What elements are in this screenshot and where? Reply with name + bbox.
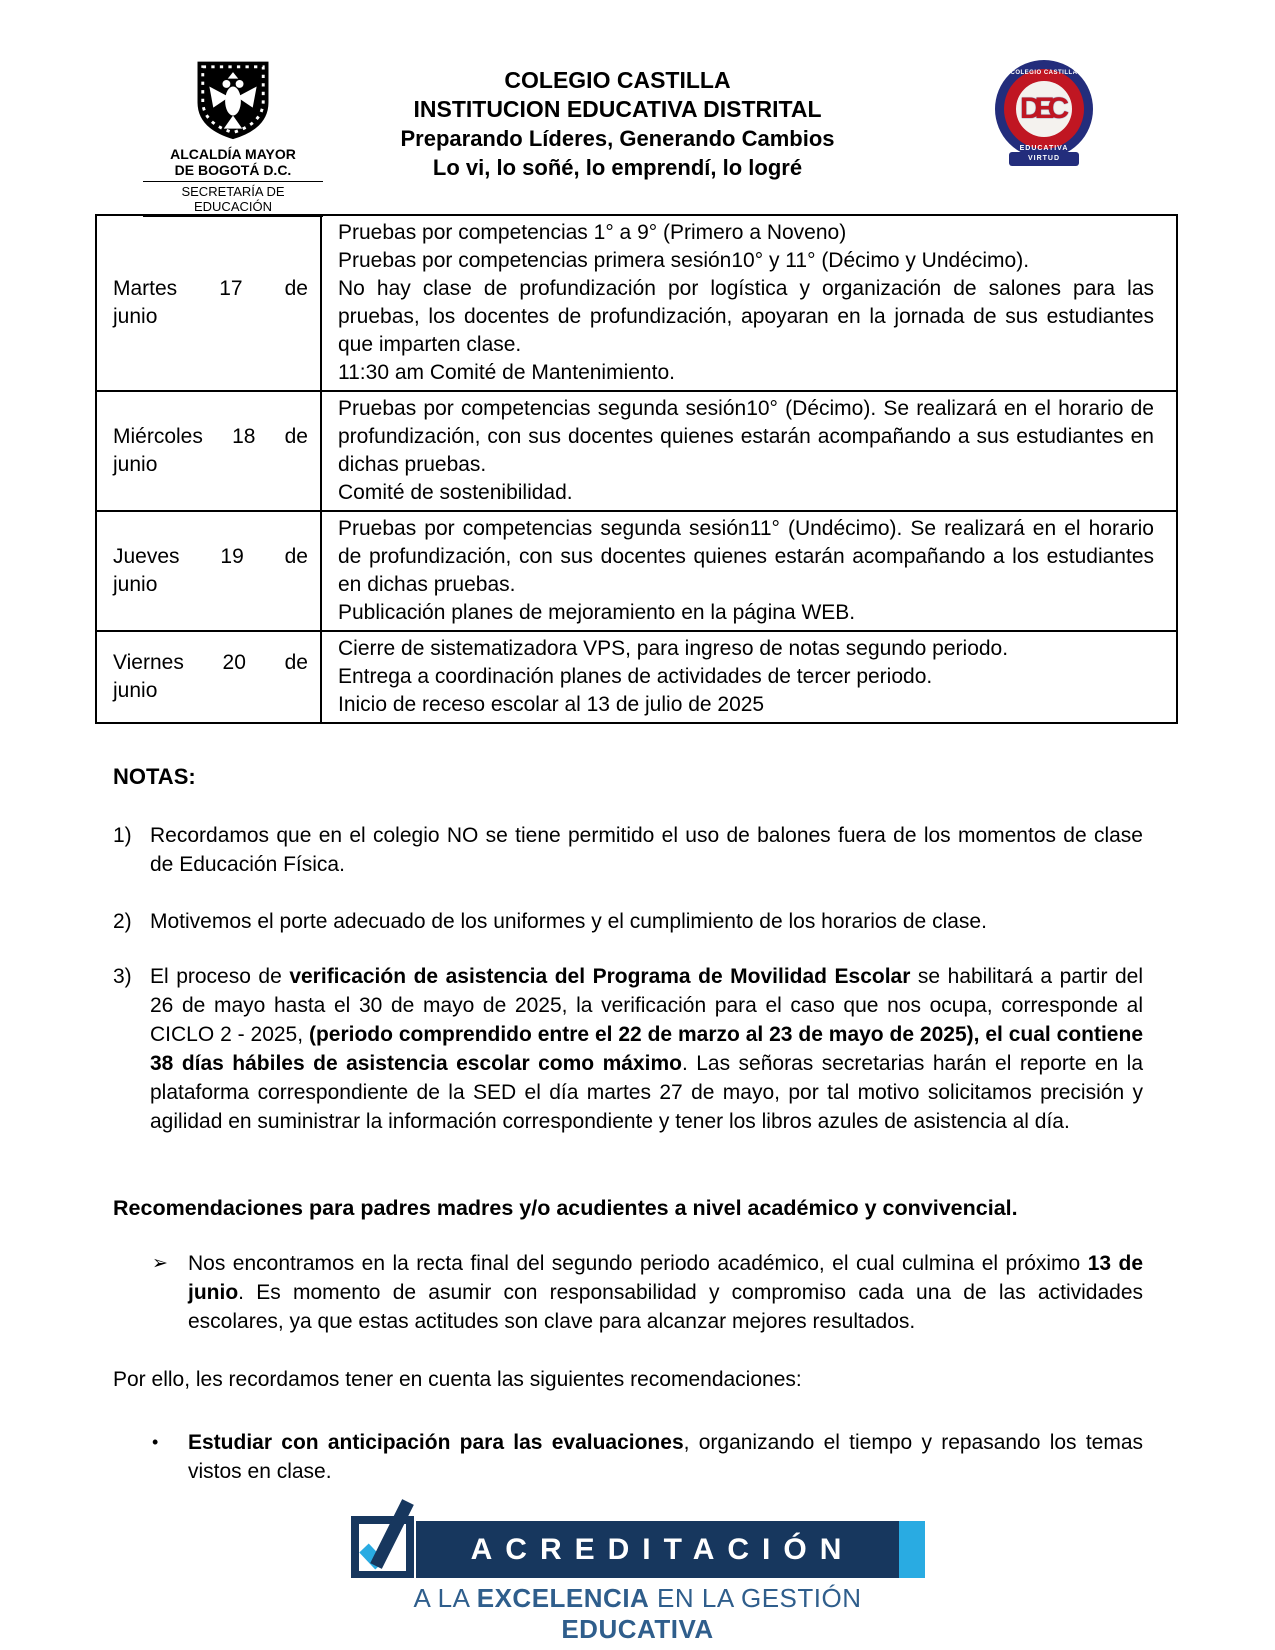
crest-ring-text: COLEGIO CASTILLA <box>1010 70 1078 76</box>
note-segment-bold: (periodo comprendido entre el 22 de marzo al 23 de mayo de 2025), el cual contiene 38 días hábiles de asistencia escolar como máximo <box>150 1023 1143 1075</box>
crest-band-text: EDUCATIVA <box>1019 145 1069 152</box>
date-cell <box>96 215 321 391</box>
accreditation-end-block <box>899 1521 925 1578</box>
note-item-3 <box>113 962 1143 1136</box>
activities-cell <box>321 215 1177 391</box>
note-text: Recordamos que en el colegio NO se tiene permitido el uso de balones fuera de los momentos de clase de Educación Física. <box>150 824 1143 876</box>
table-row <box>96 631 1177 723</box>
activity-text: No hay clase de profundización por logística y organización de salones para las pruebas, los docentes de profundización, apoyaran en la jornada de sus estudiantes que imparten clase. <box>338 277 1154 356</box>
date-text: junio <box>113 305 158 328</box>
accreditation-word: ACREDITACIÓN <box>416 1521 899 1578</box>
rec-segment-bold: Estudiar con anticipación para las evaluaciones <box>188 1431 684 1454</box>
bogota-mayoralty-logo <box>143 60 323 217</box>
disc-bullet-icon: • <box>152 1432 159 1452</box>
recommendations-heading: Recomendaciones para padres madres y/o acudientes a nivel académico y convivencial. <box>113 1196 1018 1220</box>
school-motto-1: Preparando Líderes, Generando Cambios <box>400 126 835 151</box>
schedule-table <box>95 214 1178 724</box>
note-number: 1) <box>113 824 132 847</box>
table-row <box>96 391 1177 511</box>
school-name: COLEGIO CASTILLA <box>504 67 731 93</box>
recommendation-arrow-item <box>113 1249 1143 1336</box>
date-text: Martes 17 de <box>113 277 308 300</box>
crest-monogram: DEC <box>1019 92 1063 125</box>
activity-text: Pruebas por competencias segunda sesión11° (Undécimo). Se realizará en el horario de profundización, con sus docentes quienes estarán acompañando a los estudiantes en dichas pruebas. <box>338 517 1154 596</box>
date-text: junio <box>113 679 158 702</box>
gov-name-line1: ALCALDÍA MAYOR <box>170 146 296 162</box>
gov-logo-block <box>95 60 330 214</box>
tagline-segment-bold: EXCELENCIA <box>476 1583 650 1613</box>
school-titles <box>330 60 905 208</box>
note-segment: El proceso de <box>150 965 290 988</box>
rec-segment-bold: 13 de junio <box>188 1252 1144 1304</box>
recommendation-text <box>188 1249 1143 1336</box>
table-row <box>96 511 1177 631</box>
tagline-segment: A LA <box>413 1583 477 1613</box>
tagline-segment-bold: EDUCATIVA <box>561 1614 714 1644</box>
rec-segment: , organizando el tiempo y repasando los temas vistos en clase. <box>188 1431 1143 1483</box>
note-number: 2) <box>113 910 132 933</box>
date-text: Viernes 20 de <box>113 651 308 674</box>
activity-text: Pruebas por competencias 1° a 9° (Primero a Noveno) <box>338 221 847 244</box>
crest-center <box>1016 81 1072 137</box>
crest-ribbon: VIRTUD <box>1009 152 1079 166</box>
indent-spacer <box>113 1428 152 1486</box>
activity-text: Comité de sostenibilidad. <box>338 481 573 504</box>
activity-text: Pruebas por competencias primera sesión10° y 11° (Décimo y Undécimo). <box>338 249 1030 272</box>
accreditation-logo <box>350 1496 925 1645</box>
accreditation-tagline <box>350 1583 925 1645</box>
note-item-2 <box>113 907 1143 936</box>
activity-text: Pruebas por competencias segunda sesión10° (Décimo). Se realizará en el horario de profundización, con sus docentes quienes estarán acompañando a sus estudiantes en dichas pruebas. <box>338 397 1154 476</box>
activity-text: Inicio de receso escolar al 13 de julio de 2025 <box>338 693 765 716</box>
recommendation-text <box>188 1428 1143 1486</box>
activities-cell <box>321 391 1177 511</box>
date-text: junio <box>113 453 158 476</box>
rec-segment: Nos encontramos en la recta final del segundo periodo académico, el cual culmina el próximo <box>188 1252 1088 1275</box>
note-number: 3) <box>113 965 132 988</box>
arrow-bullet-icon: ➢ <box>152 1253 168 1274</box>
letterhead <box>95 0 1180 214</box>
indent-spacer <box>113 1249 152 1336</box>
date-text: junio <box>113 573 158 596</box>
school-type: INSTITUCION EDUCATIVA DISTRITAL <box>413 96 822 122</box>
accreditation-banner <box>350 1496 925 1578</box>
date-text: Jueves 19 de <box>113 545 308 568</box>
activities-cell <box>321 631 1177 723</box>
activity-text: Entrega a coordinación planes de actividades de tercer periodo. <box>338 665 933 688</box>
recommendation-bullet-item <box>113 1428 1143 1486</box>
activity-text: Cierre de sistematizadora VPS, para ingreso de notas segundo periodo. <box>338 637 1009 660</box>
gov-name-line2: DE BOGOTÁ D.C. <box>174 162 292 178</box>
note-segment: se habilitará a partir del 26 de mayo hasta el 30 de mayo de 2025, la verificación para el caso que nos ocupa, corresponde al CICLO 2 - 2025, <box>150 965 1143 1046</box>
notes-heading: NOTAS: <box>113 764 196 789</box>
accreditation-check-icon <box>350 1494 416 1578</box>
note-text <box>150 962 1143 1136</box>
crest-block <box>905 60 1180 208</box>
bogota-shield-icon <box>187 60 279 142</box>
note-text: Motivemos el porte adecuado de los uniformes y el cumplimiento de los horarios de clase. <box>150 910 987 933</box>
tagline-segment: EN LA GESTIÓN <box>649 1583 862 1613</box>
school-motto-2: Lo vi, lo soñé, lo emprendí, lo logré <box>432 155 803 180</box>
table-row <box>96 215 1177 391</box>
gov-secretariat-label: SECRETARÍA DE EDUCACIÓN <box>143 181 323 217</box>
note-item-1 <box>113 821 1143 879</box>
activity-text: 11:30 am Comité de Mantenimiento. <box>338 361 675 384</box>
note-segment-bold: verificación de asistencia del Programa de Movilidad Escolar <box>289 965 911 988</box>
school-crest-icon <box>995 60 1093 162</box>
date-cell <box>96 511 321 631</box>
activity-text: Publicación planes de mejoramiento en la página WEB. <box>338 601 856 624</box>
date-cell <box>96 391 321 511</box>
date-cell <box>96 631 321 723</box>
date-text: Miércoles 18 de <box>113 425 308 448</box>
recommendations-intro: Por ello, les recordamos tener en cuenta las siguientes recomendaciones: <box>113 1368 802 1391</box>
rec-segment: . Es momento de asumir con responsabilidad y compromiso cada una de las actividades escolares, ya que estas actitudes son clave para alcanzar mejores resultados. <box>188 1281 1143 1333</box>
note-segment: . Las señoras secretarias harán el reporte en la plataforma correspondiente de la SED el día martes 27 de mayo, por tal motivo solicitamos precisión y agilidad en suministrar la información correspondiente y tener los libros azules de asistencia al día. <box>150 1052 1143 1133</box>
activities-cell <box>321 511 1177 631</box>
